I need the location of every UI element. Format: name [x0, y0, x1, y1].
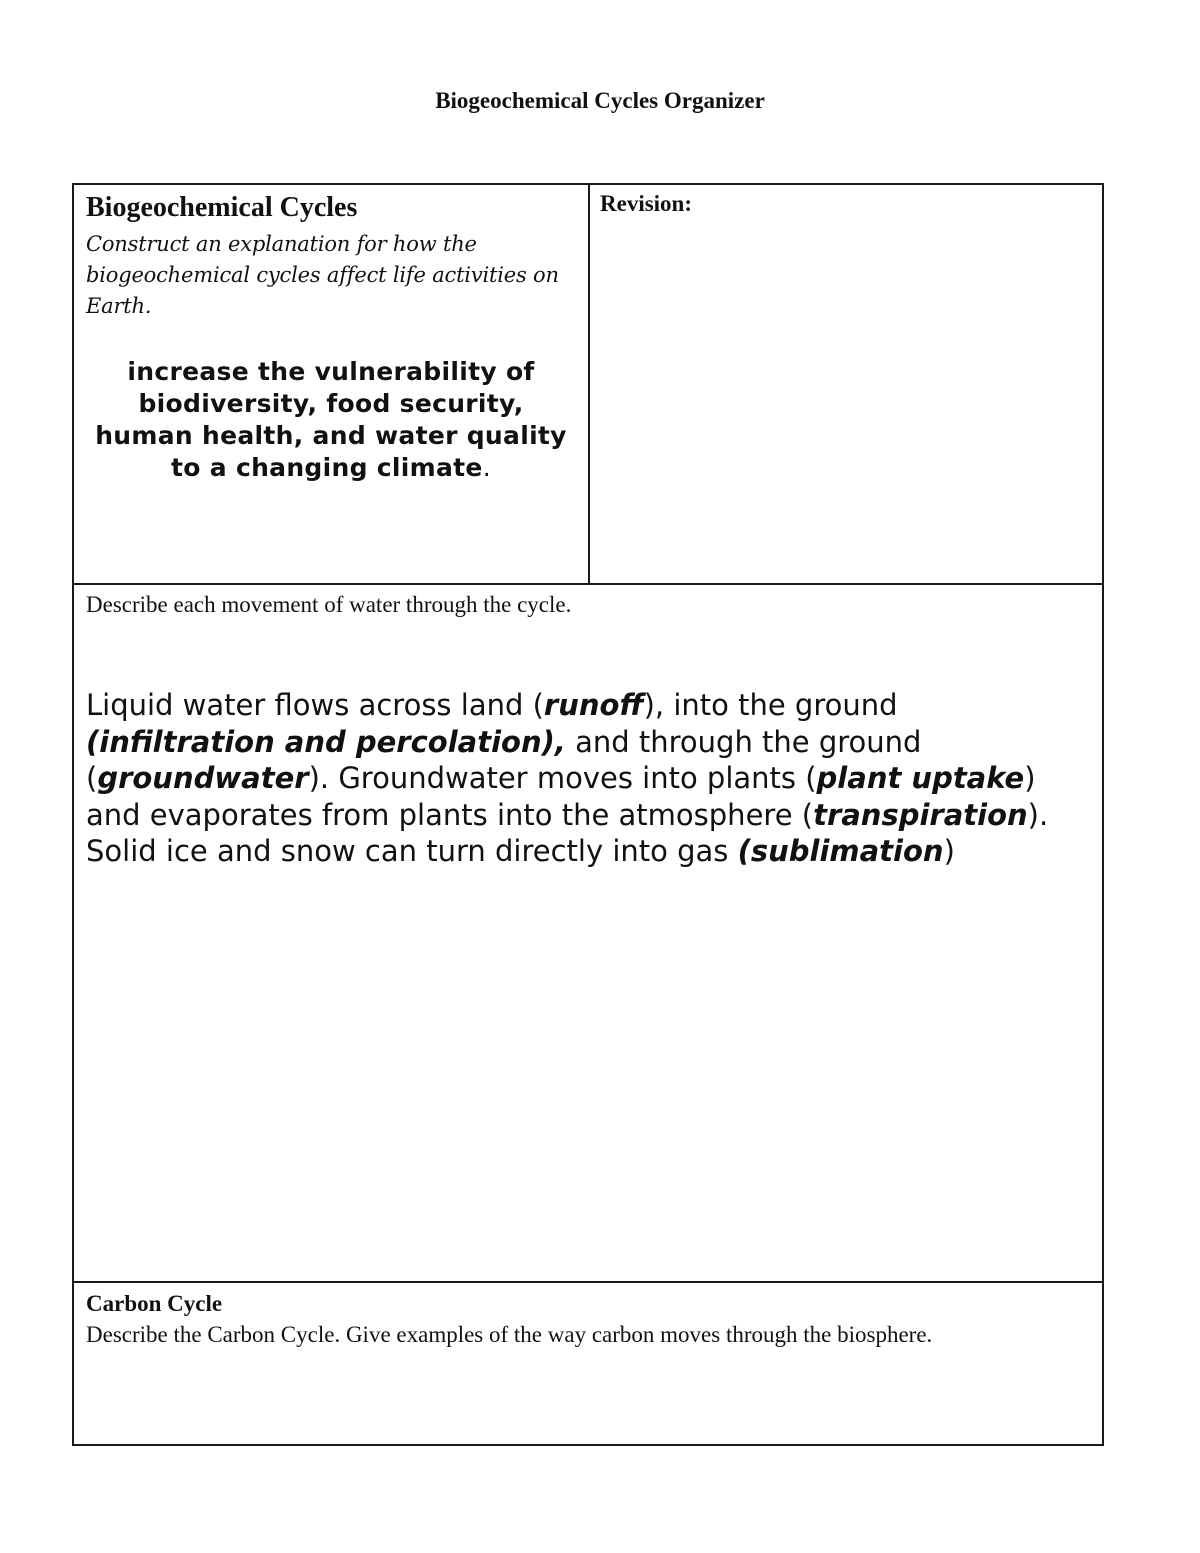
answer-text: and through the ground ( [86, 724, 922, 795]
intro-answer-text: increase the vulnerability of biodiversity, food security, human health, and water quality to a changing climate [95, 357, 567, 482]
revision-label: Revision: [600, 191, 692, 216]
intro-cell [74, 185, 590, 585]
water-cycle-answer [86, 687, 1090, 870]
carbon-cycle-heading: Carbon Cycle [86, 1291, 223, 1316]
carbon-cycle-prompt: Describe the Carbon Cycle. Give examples of the way carbon moves through the biosphere. [86, 1322, 933, 1347]
water-cycle-prompt: Describe each movement of water through the cycle. [86, 592, 572, 617]
answer-text: ). Solid ice and snow can turn directly into gas [86, 797, 1049, 868]
revision-cell[interactable] [590, 185, 1102, 585]
term-runoff: runoff [543, 688, 644, 722]
answer-text: ), into the ground [643, 688, 898, 722]
document-title: Biogeochemical Cycles Organizer [435, 88, 765, 113]
organizer-table [72, 183, 1104, 1446]
intro-answer-period: . [482, 453, 491, 482]
carbon-cycle-cell[interactable] [74, 1283, 1102, 1444]
term-sublimation: (sublimation [737, 834, 944, 868]
answer-text: ) [943, 834, 955, 868]
term-infiltration-percolation: (infiltration and percolation), [86, 724, 566, 759]
term-groundwater: groundwater [97, 761, 309, 795]
intro-prompt: Construct an explanation for how the biogeochemical cycles affect life activities on Earth. [86, 232, 559, 318]
answer-text: Liquid water flows across land ( [86, 688, 544, 722]
intro-answer[interactable] [86, 356, 576, 484]
water-cycle-cell[interactable] [74, 585, 1102, 1283]
term-transpiration: transpiration [813, 797, 1028, 832]
term-plant-uptake: plant uptake [816, 761, 1025, 795]
answer-text: ). Groundwater moves into plants ( [308, 761, 817, 795]
answer-text: ) and evaporates from plants into the atmosphere ( [86, 761, 1036, 832]
intro-heading: Biogeochemical Cycles [86, 192, 358, 223]
